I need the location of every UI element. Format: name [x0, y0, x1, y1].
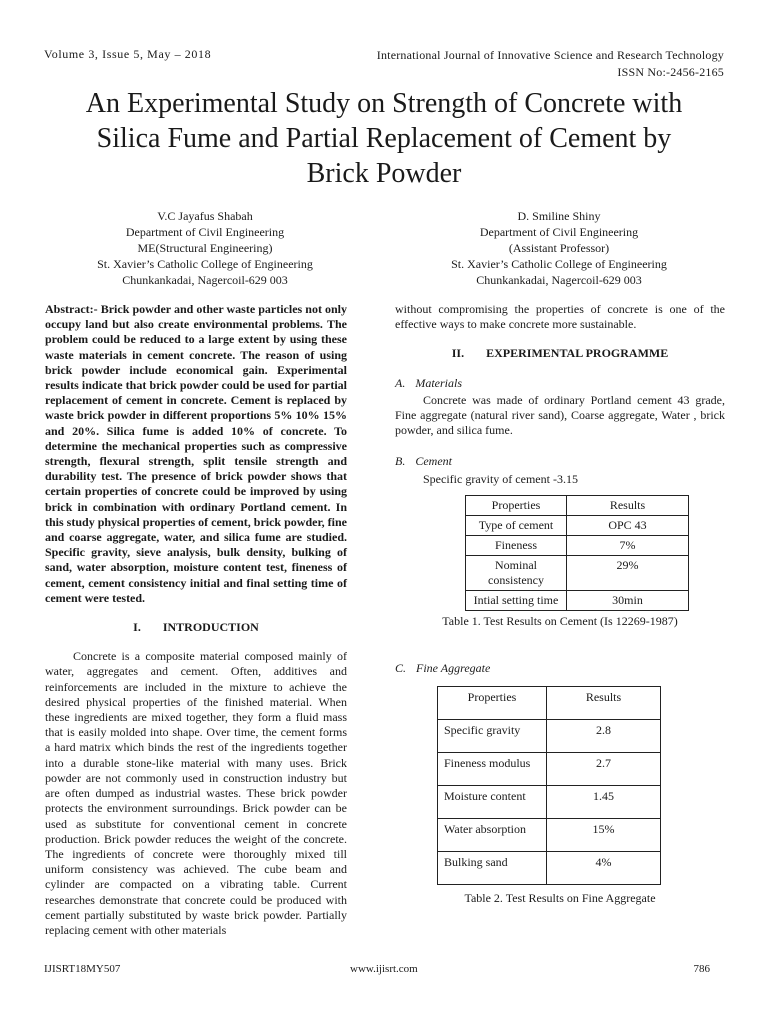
- journal-header: [377, 47, 724, 81]
- author-role: (Assistant Professor): [508, 241, 610, 255]
- journal-name: International Journal of Innovative Science and Research Technology: [376, 48, 724, 62]
- section-heading-introduction: [45, 620, 347, 635]
- right-column: [395, 302, 725, 906]
- author-block-2: [409, 208, 709, 288]
- subsection-letter: B.: [395, 454, 406, 469]
- section-title: INTRODUCTION: [162, 620, 259, 635]
- table-header-cell: Properties: [438, 687, 547, 720]
- table-row: [466, 515, 689, 535]
- table-row: [438, 786, 661, 819]
- author-address: Chunkankadai, Nagercoil-629 003: [476, 273, 642, 287]
- left-column: [45, 302, 347, 938]
- table-cell: Bulking sand: [438, 852, 547, 885]
- table-header-cell: Properties: [466, 495, 567, 515]
- table-1-caption: Table 1. Test Results on Cement (Is 12269-1987): [442, 613, 678, 628]
- subsection-letter: A.: [395, 375, 406, 390]
- subsection-cement: [395, 454, 725, 469]
- table-row: [438, 819, 661, 852]
- table-cell: 30min: [567, 590, 689, 610]
- table-row: [466, 590, 689, 610]
- fine-aggregate-results-table: [437, 686, 661, 885]
- abstract: [45, 302, 347, 606]
- table-header-cell: Results: [547, 687, 661, 720]
- introduction-paragraph: Concrete is a composite material composed mainly of water, aggregates and cement. Often, additives and reinforcements are included in the mixture to achieve the desired physical properties of the finished material. When these ingredients are mixed together, they form a fluid mass that is easily molded into shape. Over time, the cement forms a hard matrix which binds the rest of the ingredients together into a durable stone-like material with many uses. Brick powder are not commonly used in construction industry but are often dumped as industrial wastes. These brick powder protects the environment surroundings. Brick powder can be used as substitute for conventional cement in concrete production. Brick powder reduces the weight of the concrete. The ingredients of concrete were thoroughly mixed till uniform consistency was achieved. The cube beam and cylinder are compacted on a vibrating table. Current researches demonstrate that concrete could be produced with cement partially substituted by waste brick powder. Partially replacing cement with other materials: [45, 649, 347, 937]
- subsection-title: Fine Aggregate: [416, 661, 491, 676]
- section-heading-experimental: [395, 346, 725, 361]
- section-title: EXPERIMENTAL PROGRAMME: [486, 346, 669, 361]
- table-cell: OPC 43: [567, 515, 689, 535]
- table-cell: Water absorption: [438, 819, 547, 852]
- table-cell: 2.7: [547, 753, 661, 786]
- title-line: Silica Fume and Partial Replacement of Cement by: [96, 123, 672, 154]
- table-cell: Type of cement: [466, 515, 567, 535]
- table-cell: 7%: [567, 535, 689, 555]
- author-address: Chunkankadai, Nagercoil-629 003: [122, 273, 288, 287]
- author-role: ME(Structural Engineering): [137, 241, 273, 255]
- cement-results-table: [465, 495, 689, 611]
- table-cell: 2.8: [547, 720, 661, 753]
- table-cell: Intial setting time: [466, 590, 567, 610]
- table-cell: 4%: [547, 852, 661, 885]
- author-college: St. Xavier’s Catholic College of Engineering: [451, 257, 667, 271]
- author-dept: Department of Civil Engineering: [479, 225, 639, 239]
- section-number: II.: [451, 346, 465, 361]
- table-2-caption: Table 2. Test Results on Fine Aggregate: [464, 891, 656, 906]
- subsection-letter: C.: [395, 661, 407, 676]
- table-cell: 15%: [547, 819, 661, 852]
- subsection-title: Materials: [415, 375, 463, 390]
- table-cell: Moisture content: [438, 786, 547, 819]
- table-row: [438, 753, 661, 786]
- table-header-row: [466, 495, 689, 515]
- table-row: [466, 535, 689, 555]
- author-name: V.C Jayafus Shabah: [157, 209, 253, 223]
- table-cell: Specific gravity: [438, 720, 547, 753]
- table-cell: 29%: [567, 555, 689, 590]
- table-header-row: [438, 687, 661, 720]
- author-dept: Department of Civil Engineering: [125, 225, 285, 239]
- abstract-label: Abstract:-: [45, 302, 98, 316]
- subsection-title: Cement: [415, 454, 452, 469]
- page-number: 786: [693, 963, 710, 975]
- title-line: Brick Powder: [306, 158, 462, 189]
- materials-paragraph: Concrete was made of ordinary Portland cement 43 grade, Fine aggregate (natural river sand), Coarse aggregate, Water , brick powder, and silica fume.: [395, 392, 725, 438]
- table-row: [466, 555, 689, 590]
- volume-issue: Volume 3, Issue 5, May – 2018: [44, 47, 212, 61]
- subsection-materials: [395, 376, 725, 391]
- table-cell: 1.45: [547, 786, 661, 819]
- title-line: An Experimental Study on Strength of Concrete with: [85, 88, 683, 119]
- footer-website: www.ijisrt.com: [350, 963, 418, 975]
- paper-title: [40, 86, 728, 191]
- table-header-cell: Results: [567, 495, 689, 515]
- table-cell: Fineness modulus: [438, 753, 547, 786]
- abstract-text: Brick powder and other waste particles not only occupy land but also create environmental problems. The problem could be reduced to a large extent by using these waste materials in cement concrete. The reason of using brick powder include economical gain. Experimental results indicate that brick powder could be used for partial replacement of cement in concrete. Cement is replaced by waste brick powder in different proportions 5% 10% 15% and 20%. Silica fume is added 10% of concrete. To determine the mechanical properties such as compressive strength, flexural strength, split tensile strength and durability test. The presence of brick powder shows that certain properties of concrete could be improved by using brick in combination with ordinary Portland cement. In this study physical properties of cement, brick powder, fine and coarse aggregate, water, and silica fume are studied. Specific gravity, sieve analysis, bulk density, bulking of sand, water absorption, moisture content test, fineness of cement, cement consistency initial and final setting time of cement were tested.: [45, 302, 348, 605]
- footer-article-id: IJISRT18MY507: [44, 963, 121, 975]
- continuation-paragraph: without compromising the properties of concrete is one of the effective ways to make concrete more sustainable.: [395, 302, 725, 332]
- cement-paragraph: Specific gravity of cement -3.15: [423, 471, 578, 486]
- table-row: [438, 720, 661, 753]
- table-cell: Nominal consistency: [466, 555, 567, 590]
- author-college: St. Xavier’s Catholic College of Engineering: [97, 257, 313, 271]
- section-number: I.: [133, 620, 141, 635]
- subsection-fine-aggregate: [395, 661, 725, 676]
- table-cell: Fineness: [466, 535, 567, 555]
- table-row: [438, 852, 661, 885]
- author-name: D. Smiline Shiny: [517, 209, 601, 223]
- author-block-1: [55, 208, 355, 288]
- issn: ISSN No:-2456-2165: [617, 65, 724, 79]
